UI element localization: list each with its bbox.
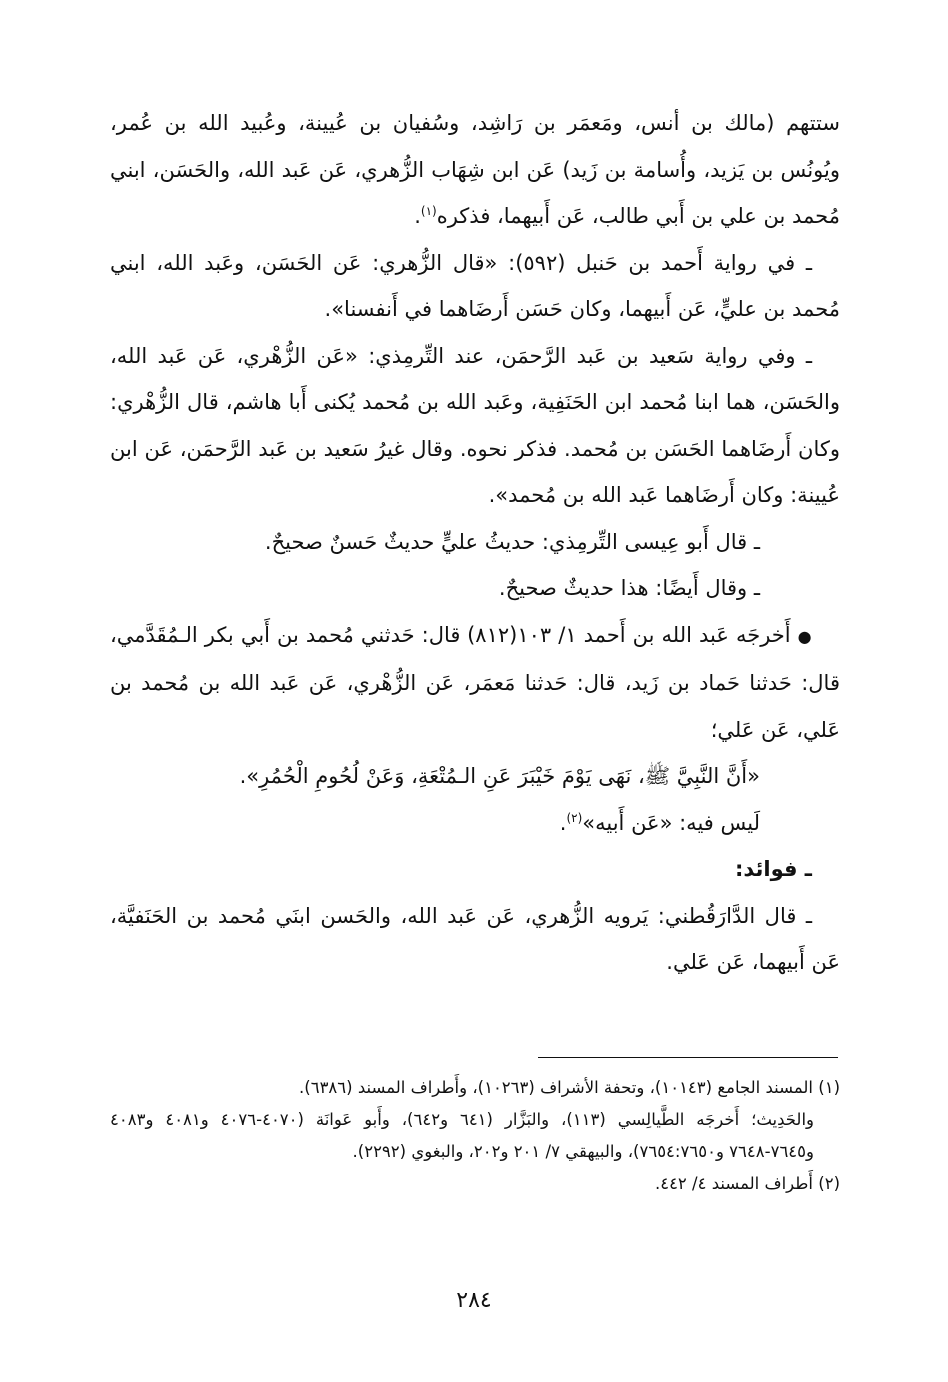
paragraph-note [110,800,840,847]
paragraph-ahmad-narration: ـ في رواية أَحمد بن حَنبل (٥٩٢): «قال الزُّهري: عَن الحَسَن، وعَبد الله، ابني مُحمد بن عليٍّ، عَن أَبيهما، وكان حَسَن أَرضَاهما في أَنفسنا». [110,250,840,321]
paragraph-tirmidhi-grading: ـ قال أَبو عِيسى التِّرمِذي: حديثُ عليٍّ حديثٌ حَسنٌ صحيحٌ. [264,529,760,554]
paragraph-text: لَيس فيه: «عَن أَبيه» [582,810,760,835]
footnote-ref-2: (٢) [566,810,583,825]
hadith-matn: «أَنَّ النَّبِيَّ ﷺ، نَهَى يَوْمَ خَيْبَرَ عَنِ الـمُتْعَةِ، وَعَنْ لُحُومِ الْحُمُرِ». [239,764,760,788]
paragraph-said-narration: ـ وفي رواية سَعيد بن عَبد الرَّحمَن، عند التِّرمِذي: «عَن الزُّهْري، عَن عَبد الله، والحَسَن، هما ابنا مُحمد ابن الحَنَفِية، وعَبد الله بن مُحمد يُكنى أَبا هاشم، قال الزُّهْري: وكان أَرضَاهما الحَسَن بن مُحمد. فذكر نحوه. وقال غيرُ سَعيد بن عَبد الرَّحمَن، عَن ابن عُيينة: وكان أَرضَاهما عَبد الله بن مُحمد». [110,343,840,507]
footnote-1: (١) المسند الجامع (١٠١٤٣)، وتحفة الأشراف (١٠٢٦٣)، وأَطراف المسند (٦٣٨٦). [299,1078,840,1097]
paragraph-tirmidhi-also: ـ وقال أَيضًا: هذا حديثٌ صحيحٌ. [498,576,760,600]
footnote-2: (٢) أَطراف المسند ٤/ ٤٤٢. [654,1174,840,1193]
paragraph-text: ستتهم (مالك بن أنس، ومَعمَر بن رَاشِد، وسُفيان بن عُيينة، وعُبيد الله بن عُمر، ويُونُس بن يَزيد، وأُسامة بن زَيد) عَن ابن شِهَاب الزُّهري، عَن عَبد الله، والحَسَن، ابني مُحمد بن علي بن أَبي طالب، عَن أَبيهما، فذكره [110,111,840,228]
footnote-1-continuation: والحَدِيث؛ أَخرجَه الطَّيالِسي (١١٣)، والبَزَّار (٦٤١ و٦٤٢)، وأَبو عَوانَة (٤٠٧٠-٤٠٧٦ و٤٠٨١ و٤٠٨٣ و٧٦٤٥-٧٦٤٨ و٧٦٥٤:٧٦٥٠)، والبيهقي ٧/ ٢٠١ و٢٠٢، والبغوي (٢٢٩٢). [110,1110,815,1161]
period: . [559,810,567,835]
paragraph-text: أَخرجَه عَبد الله بن أَحمد ١/ ١٠٣(٨١٢) قال: حَدثني مُحمد بن أَبي بكر الـمُقَدَّمي، قال: حَدثنا حَماد بن زَيد، قال: حَدثنا مَعمَر، عَن الزُّهْري، عَن عَبد الله بن مُحمد بن عَلي، عَن عَلي؛ [110,622,840,742]
main-text [110,100,840,986]
paragraph-narrators [110,100,840,240]
page-number: ٢٨٤ [456,1288,492,1313]
footnote-ref-1: (١) [420,204,437,218]
bullet-icon: ● [797,626,812,646]
section-heading-fawaid: ـ فوائد: [734,857,812,881]
footnotes [110,1072,840,1200]
paragraph-daraqutni: ـ قال الدَّارَقُطني: يَرويه الزُّهري، عَن عَبد الله، والحَسن ابنَي مُحمد بن الحَنَفيَّة، عَن أَبيهما، عَن عَلي. [110,903,840,974]
footnote-separator [538,1057,838,1058]
paragraph-abdullah-takhrij [110,612,840,754]
period: . [414,204,421,228]
